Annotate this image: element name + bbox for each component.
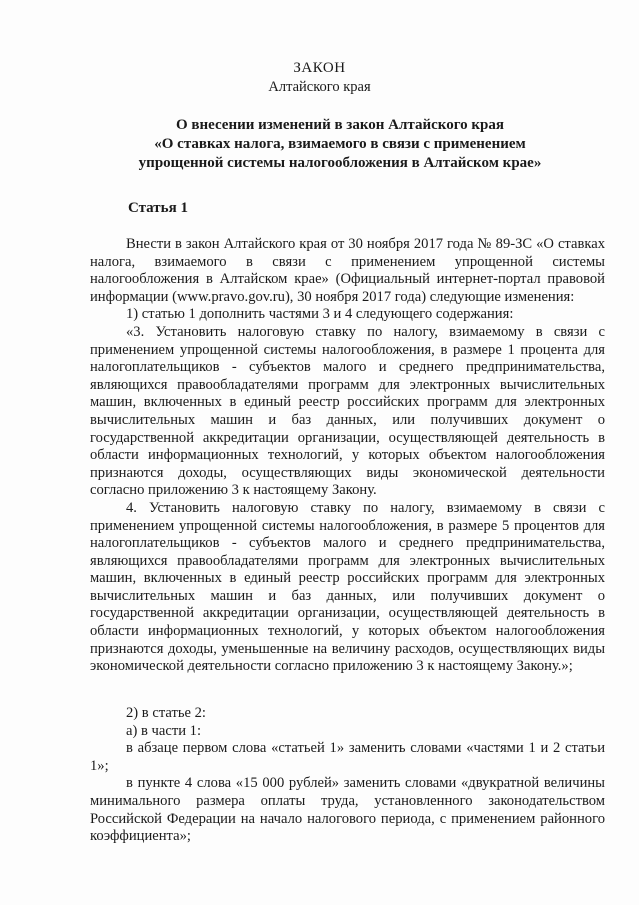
article-title: Статья 1 xyxy=(128,200,188,216)
paragraph: 1) статью 1 дополнить частями 3 и 4 следующего содержания: xyxy=(126,306,514,323)
article-body xyxy=(90,236,605,676)
document-heading xyxy=(60,116,620,173)
paragraph: в пункте 4 слова «15 000 рублей» заменить словами «двукратной величины минимального размера оплаты труда, установленного законодательством Российской Федерации на начало налогового периода, с применением районного коэффициента»; xyxy=(90,775,605,845)
law-title: ЗАКОН xyxy=(293,60,346,76)
law-region: Алтайского края xyxy=(268,79,371,95)
article-body-continued xyxy=(90,705,605,846)
paragraph: а) в части 1: xyxy=(126,722,202,739)
heading-line: упрощенной системы налогообложения в Алтайском крае» xyxy=(138,155,542,171)
paragraph: в абзаце первом слова «статьей 1» заменить словами «частями 1 и 2 статьи 1»; xyxy=(90,740,605,774)
heading-line: «О ставках налога, взимаемого в связи с применением xyxy=(154,136,526,152)
heading-line: О внесении изменений в закон Алтайского края xyxy=(175,117,505,133)
paragraph: 4. Установить налоговую ставку по налогу, взимаемому в связи с применением упрощенной системы налогообложения, в размере 5 процентов для налогоплательщиков - субъектов малого и среднего предпринимательства, являющихся правообладателями программ для электронных вычислительных машин, включенных в единый реестр российских программ для электронных вычислительных машин и баз данных, или получивших документ о государственной аккредитации организации, осуществляющей деятельность в области информационных технологий, у которых объектом налогообложения признаются доходы, уменьшенные на величину расходов, осуществляющих виды экономической деятельности согласно приложению 3 к настоящему Закону.»; xyxy=(90,499,605,675)
paragraph: 2) в статье 2: xyxy=(126,705,206,721)
paragraph: «3. Установить налоговую ставку по налогу, взимаемому в связи с применением упрощенной системы налогообложения, в размере 1 процента для налогоплательщиков - субъектов малого и среднего предпринимательства, являющихся правообладателями программ для электронных вычислительных машин, включенных в единый реестр российских программ для электронных вычислительных машин и баз данных, или получивших документ о государственной аккредитации организации, осуществляющей деятельность в области информационных технологий, у которых объектом налогообложения признаются доходы, осуществляющих виды экономической деятельности согласно приложению 3 к настоящему Закону. xyxy=(90,323,605,499)
paragraph: Внести в закон Алтайского края от 30 ноября 2017 года № 89-ЗС «О ставках налога, взимаемого в связи с применением упрощенной системы налогообложения в Алтайском крае» (Официальный интернет-портал правовой информации (www.pravo.gov.ru), 30 ноября 2017 года) следующие изменения: xyxy=(90,236,605,305)
